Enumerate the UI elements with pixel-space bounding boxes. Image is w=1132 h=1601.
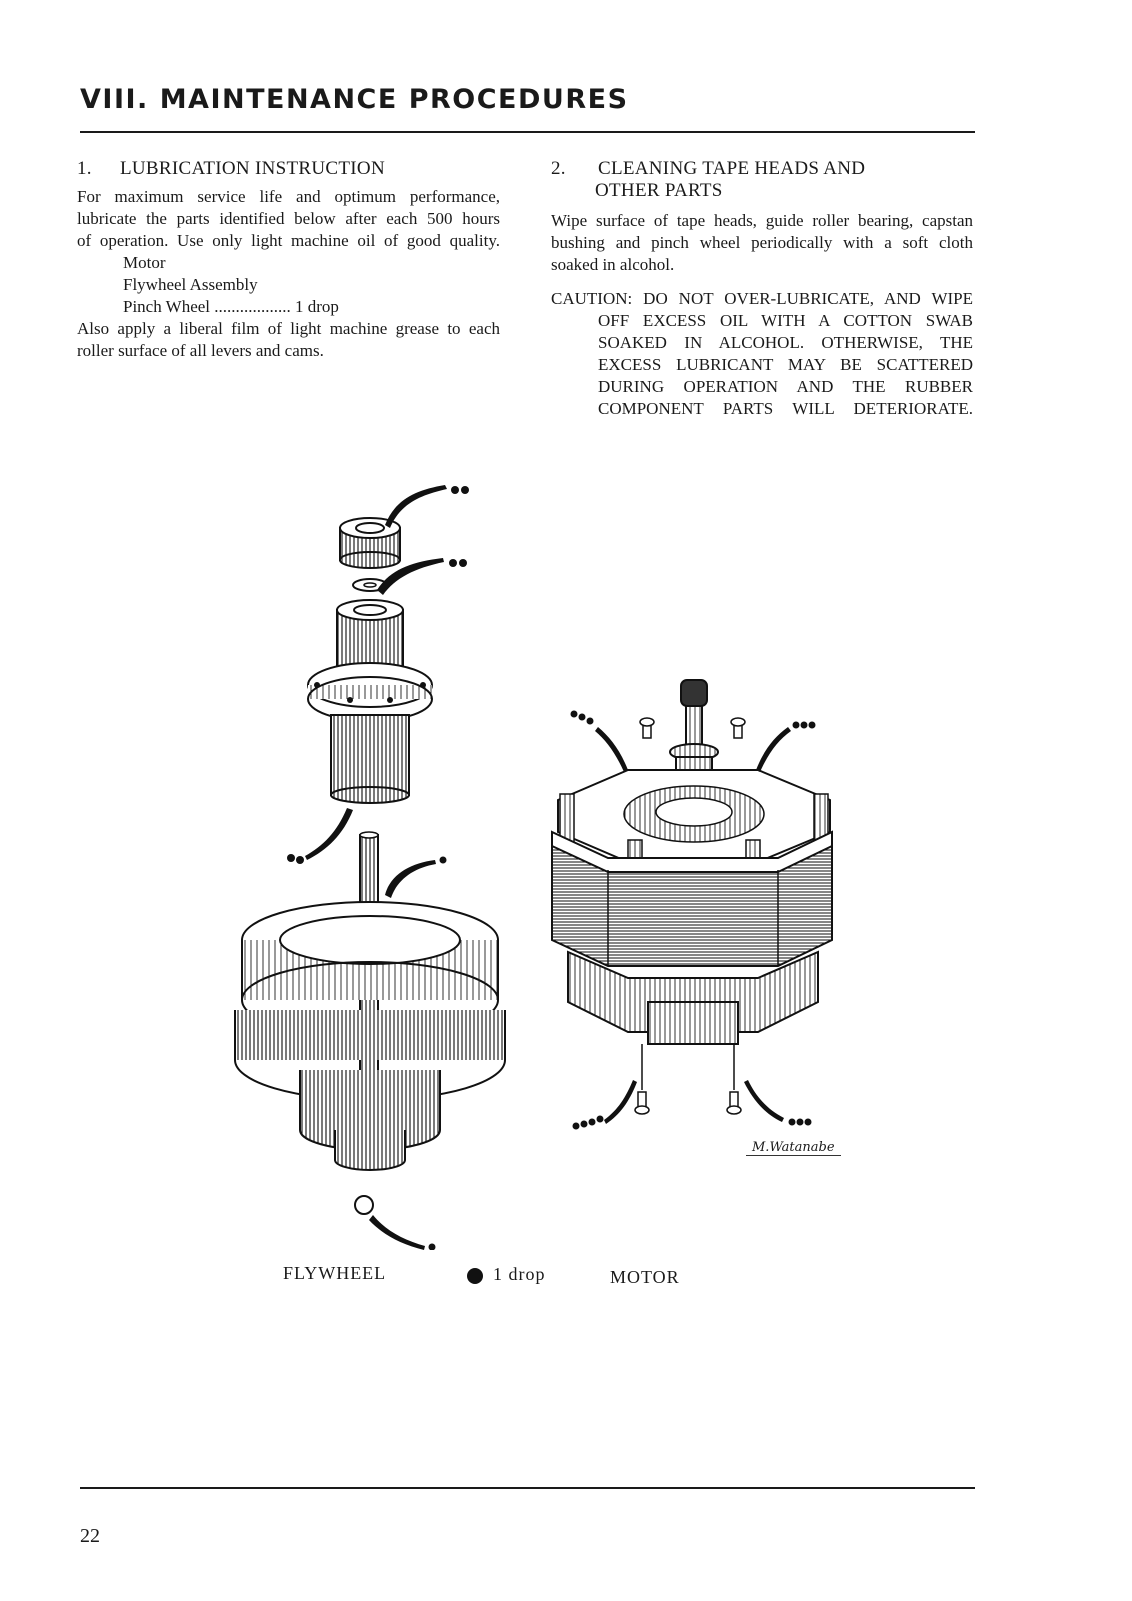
flywheel-illustration — [225, 470, 515, 1250]
lubrication-heading-text: LUBRICATION INSTRUCTION — [119, 158, 385, 179]
lubrication-intro-line: For maximum service life and optimum performance, — [77, 187, 500, 206]
lubrication-heading — [77, 158, 500, 180]
lubrication-intro-line: lubricate the parts identified below after each 500 hours — [77, 209, 500, 228]
lubrication-intro-line: of operation. Use only light machine oil of good quality. — [77, 231, 500, 250]
cleaning-heading — [551, 158, 973, 202]
cleaning-body-line: bushing and pinch wheel periodically with a soft cloth — [551, 233, 973, 252]
grease-line: Also apply a liberal film of light machine grease to each — [77, 319, 500, 338]
caution-line: COMPONENT PARTS WILL DETERIORATE. — [598, 399, 973, 418]
flywheel-caption: FLYWHEEL — [283, 1263, 387, 1283]
section-title: VIII. MAINTENANCE PROCEDURES — [80, 84, 629, 115]
lubrication-part-pinch-wheel: Pinch Wheel .................. 1 drop — [123, 297, 339, 316]
caution-line: CAUTION: DO NOT OVER-LUBRICATE, AND WIPE — [551, 289, 973, 308]
footer-rule — [80, 1487, 975, 1489]
flywheel-thrust-ball — [355, 1196, 373, 1214]
cleaning-section — [551, 158, 973, 420]
grease-line: roller surface of all levers and cams. — [77, 341, 324, 360]
oil-drop-legend-dot — [467, 1268, 483, 1284]
caution-line: DURING OPERATION AND THE RUBBER — [598, 377, 973, 396]
caution-line: OFF EXCESS OIL WITH A COTTON SWAB — [598, 311, 973, 330]
caution-line: EXCESS LUBRICANT MAY BE SCATTERED — [598, 355, 973, 374]
cleaning-body-line: soaked in alcohol. — [551, 255, 675, 274]
cleaning-heading-line2: OTHER PARTS — [595, 180, 723, 201]
motor-illustration — [548, 672, 838, 1142]
caution-line: SOAKED IN ALCOHOL. OTHERWISE, THE — [598, 333, 973, 352]
lubrication-part-flywheel: Flywheel Assembly — [123, 275, 258, 294]
lubrication-section — [77, 158, 500, 362]
flywheel-body — [235, 902, 505, 1170]
header-rule — [80, 131, 975, 133]
cleaning-heading-number: 2. — [551, 158, 566, 179]
page-number: 22 — [80, 1525, 100, 1547]
motor-caption: MOTOR — [610, 1267, 680, 1287]
lubrication-heading-number: 1. — [77, 158, 92, 179]
cleaning-heading-line1: CLEANING TAPE HEADS AND — [597, 158, 866, 179]
lubrication-part-motor: Motor — [123, 253, 166, 272]
oil-drop-legend-label: 1 drop — [493, 1264, 546, 1284]
artist-signature: M.Watanabe — [746, 1140, 841, 1156]
cleaning-body-line: Wipe surface of tape heads, guide roller bearing, capstan — [551, 211, 973, 230]
flywheel-bearing-housing — [308, 600, 432, 803]
